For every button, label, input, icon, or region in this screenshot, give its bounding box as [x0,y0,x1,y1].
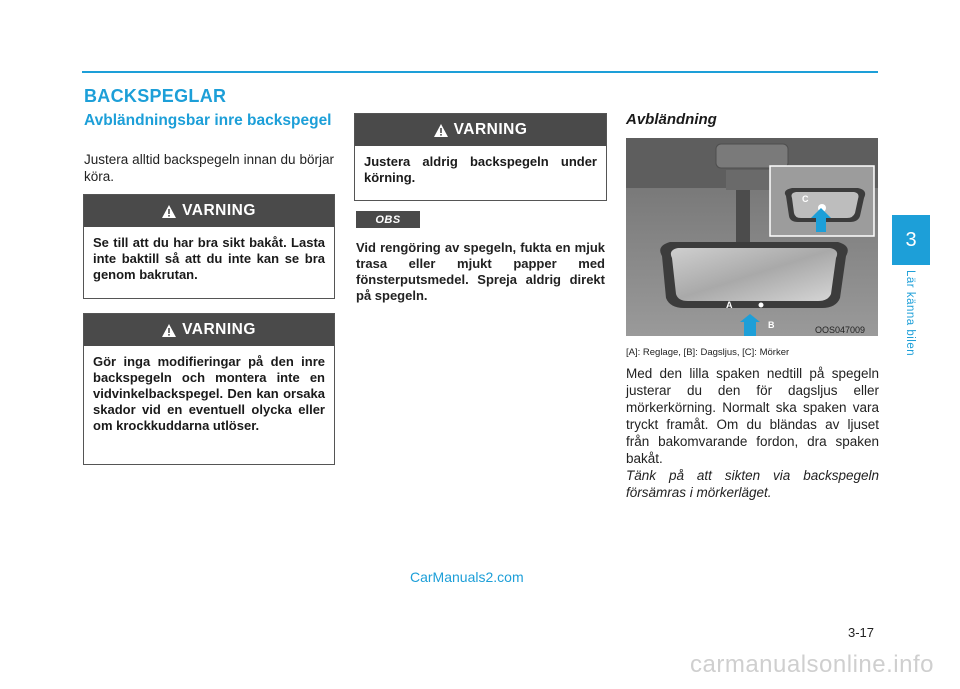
footer-watermark: carmanualsonline.info [690,651,934,678]
warning-triangle-icon [162,205,176,218]
figure-code: OOS047009 [815,325,866,335]
warning-box-3 [354,113,607,201]
warning-header [84,195,334,227]
label-c: C [802,194,809,204]
label-b: B [768,320,775,330]
section-title: BACKSPEGLAR [84,86,227,106]
top-rule [82,71,878,73]
sub-heading: Avbländningsbar inre backspegel [84,112,332,129]
warning-label: VARNING [182,321,256,338]
warning-header [355,114,606,146]
warning-box-1 [83,194,335,299]
watermark: CarManuals2.com [410,569,524,585]
warning-text: Gör inga modifieringar på den inre backspegeln och montera inte en vidvinkelbackspegel. Den kan orsaka skador vid en eventuell olycka eller om krockkuddarna utlöser. [93,354,325,433]
mirror-illustration [626,138,878,336]
warning-label: VARNING [182,202,256,219]
warning-label: VARNING [453,121,528,138]
mirror-drawing [626,138,878,336]
warning-triangle-icon [162,324,176,337]
warning-triangle-icon [434,124,448,137]
warning-box-2 [83,313,335,465]
intro-text: Justera alltid backspegeln innan du börjar köra. [84,152,334,184]
warning-text: Justera aldrig backspegeln under körning. [364,154,597,185]
obs-text: Vid rengöring av spegeln, fukta en mjuk trasa eller mjukt papper med fönsterputsmedel. Spreja aldrig direkt på spegeln. [356,240,605,303]
figure-caption: [A]: Reglage, [B]: Dagsljus, [C]: Mörker [626,347,790,358]
label-a: A [726,300,733,310]
warning-header [84,314,334,346]
chapter-tab: 3 [892,215,930,265]
dimming-note: Tänk på att sikten via backspegeln försämras i mörkerläget. [626,468,879,500]
page-number: 3-17 [848,625,875,640]
subsection-heading: Avbländning [626,111,717,128]
obs-badge: OBS [356,211,420,228]
dimming-text: Med den lilla spaken nedtill på spegeln justerar du den för dagsljus eller mörkerkörning. Normalt ska spaken vara tryckt framåt. Om du bländas av ljuset från bakomvarande fordon, dra spaken bakåt. [626,366,879,466]
warning-text: Se till att du har bra sikt bakåt. Lasta inte baktill så att du inte kan se bra genom bakrutan. [93,235,325,282]
chapter-title-vertical [895,270,925,365]
chapter-title: Lär känna bilen [904,270,916,357]
